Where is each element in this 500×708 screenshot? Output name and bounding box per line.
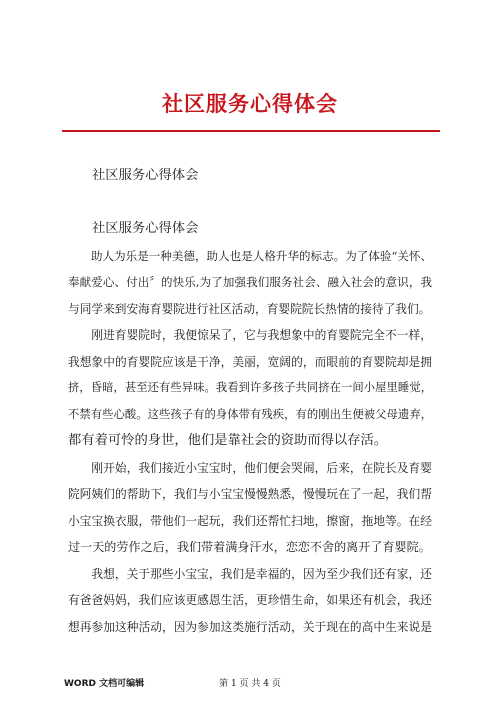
paragraph-1 [68,243,432,323]
text-line: 刚进育婴院时，我便惊呆了，它与我想象中的育婴院完全不一样， [91,328,432,342]
text-line: 想再参加这种活动，因为参加这类施行活动，关于现在的高中生来说是 [68,619,432,634]
text-line: 院阿姨们的帮助下，我们与小宝宝慢慢熟悉，慢慢玩在了一起，我们帮 [68,487,432,501]
subtitle-text: 社区服务心得体会 [92,168,199,183]
text-line: 过一天的劳作之后，我们带着满身汗水，恋恋不舍的离开了育婴院。 [68,540,431,554]
document-body [68,216,432,640]
text-line: 刚开始，我们接近小宝宝时，他们便会哭闹，后来，在院长及育婴 [91,460,432,475]
text-line: 挤，昏暗，甚至还有些异味。我看到许多孩子共同挤在一间小屋里睡觉， [68,381,432,394]
title-divider [62,130,440,132]
page-number: 第 1 页 共 4 页 [219,679,281,689]
paragraph-2 [68,322,432,455]
text-line: 我想象中的育婴院应该是干净，美丽，宽阔的，而眼前的育婴院却是拥 [68,354,432,369]
footer-label: WORD 文档可编辑 [64,679,145,689]
text-line: 不禁有些心酸。这些孩子有的身体带有残疾，有的刚出生便被父母遗弃， [68,407,432,421]
subtitle [68,163,432,190]
paragraph-3 [68,455,432,561]
section-heading: 社区服务心得体会 [92,221,199,236]
text-line: 我想，关于那些小宝宝，我们是幸福的，因为至少我们还有家，还 [91,566,432,581]
text-line: 小宝宝换衣服，带他们一起玩，我们还帮忙扫地，擦窗，拖地等。在经 [68,513,432,528]
text-line: 助人为乐是一种美德，助人也是人格升华的标志。为了体验“关怀、 [91,248,432,263]
paragraph-4 [68,561,432,641]
text-line: 有爸爸妈妈，我们应该更感恩生活，更珍惜生命，如果还有机会，我还 [68,593,432,607]
text-line: 奉献爱心、付出〞的快乐,为了加强我们服务社会、融入社会的意识，我 [68,275,432,289]
text-line: 与同学来到安海育婴院进行社区活动，育婴院院长热情的接待了我们。 [68,301,431,316]
document-title: 社区服务心得体会 [162,91,338,116]
text-line: 都有着可怜的身世，他们是靠社会的资助而得以存活。 [68,433,388,448]
